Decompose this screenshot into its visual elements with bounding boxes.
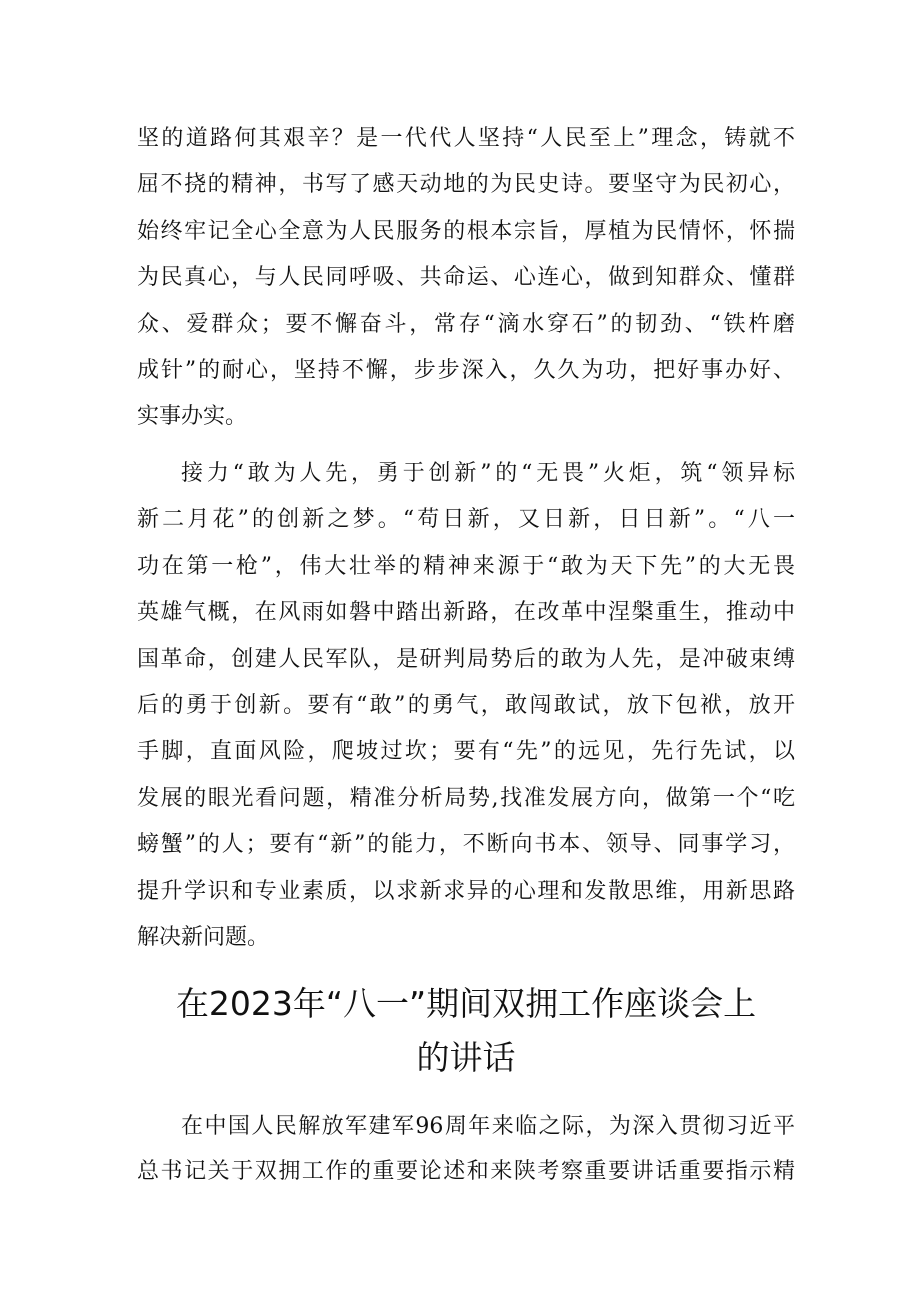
text-line: 众、爱群众；要不懈奋斗，常存“滴水穿石”的韧劲、“铁杵磨	[137, 311, 795, 337]
paragraph-2	[137, 451, 795, 961]
text-line: 在中国人民解放军建军96周年来临之际，为深入贯彻习近平	[181, 1114, 795, 1139]
text-line: 发展的眼光看问题，精准分析局势,找准发展方向，做第一个“吃	[137, 785, 795, 811]
text-line: 英雄气概，在风雨如磐中踏出新路，在改革中涅槃重生，推动中	[137, 600, 795, 626]
text-line: 螃蟹”的人；要有“新”的能力，不断向书本、领导、同事学习，	[137, 832, 795, 858]
text-line: 为民真心，与人民同呼吸、共命运、心连心，做到知群众、懂群	[137, 265, 795, 291]
text-line: 坚的道路何其艰辛？是一代代人坚持“人民至上”理念，铸就不	[137, 126, 795, 151]
speech-paragraph	[137, 1104, 795, 1194]
document-title	[137, 977, 795, 1085]
text-line: 接力“敢为人先，勇于创新”的“无畏”火炬，筑“领异标	[181, 461, 795, 486]
text-line: 后的勇于创新。要有“敢”的勇气，敢闯敢试，放下包袱，放开	[137, 692, 795, 718]
text-line: 总书记关于双拥工作的重要论述和来陕考察重要讲话重要指示精	[137, 1159, 795, 1184]
text-line: 功在第一枪”，伟大壮举的精神来源于“敢为天下先”的大无畏	[137, 553, 795, 579]
text-line: 屈不挠的精神，书写了感天动地的为民史诗。要坚守为民初心，	[137, 172, 795, 198]
text-line: 实事办实。	[137, 404, 248, 430]
text-line: 国革命，创建人民军队，是研判局势后的敢为人先，是冲破束缚	[137, 646, 795, 672]
title-line-1: 在2023年“八一”期间双拥工作座谈会上	[175, 984, 757, 1023]
text-line: 手脚，直面风险，爬坡过坎；要有“先”的远见，先行先试，以	[137, 739, 795, 765]
text-line: 始终牢记全心全意为人民服务的根本宗旨，厚植为民情怀，怀揣	[137, 218, 795, 244]
text-line: 提升学识和专业素质，以求新求异的心理和发散思维，用新思路	[137, 878, 795, 904]
text-line: 新二月花”的创新之梦。“苟日新，又日新，日日新”。“八一	[137, 507, 795, 533]
text-line: 成针”的耐心，坚持不懈，步步深入，久久为功，把好事办好、	[137, 357, 795, 383]
paragraph-1	[137, 116, 795, 441]
title-line-2: 的讲话	[416, 1038, 516, 1077]
text-line: 解决新问题。	[137, 924, 270, 950]
